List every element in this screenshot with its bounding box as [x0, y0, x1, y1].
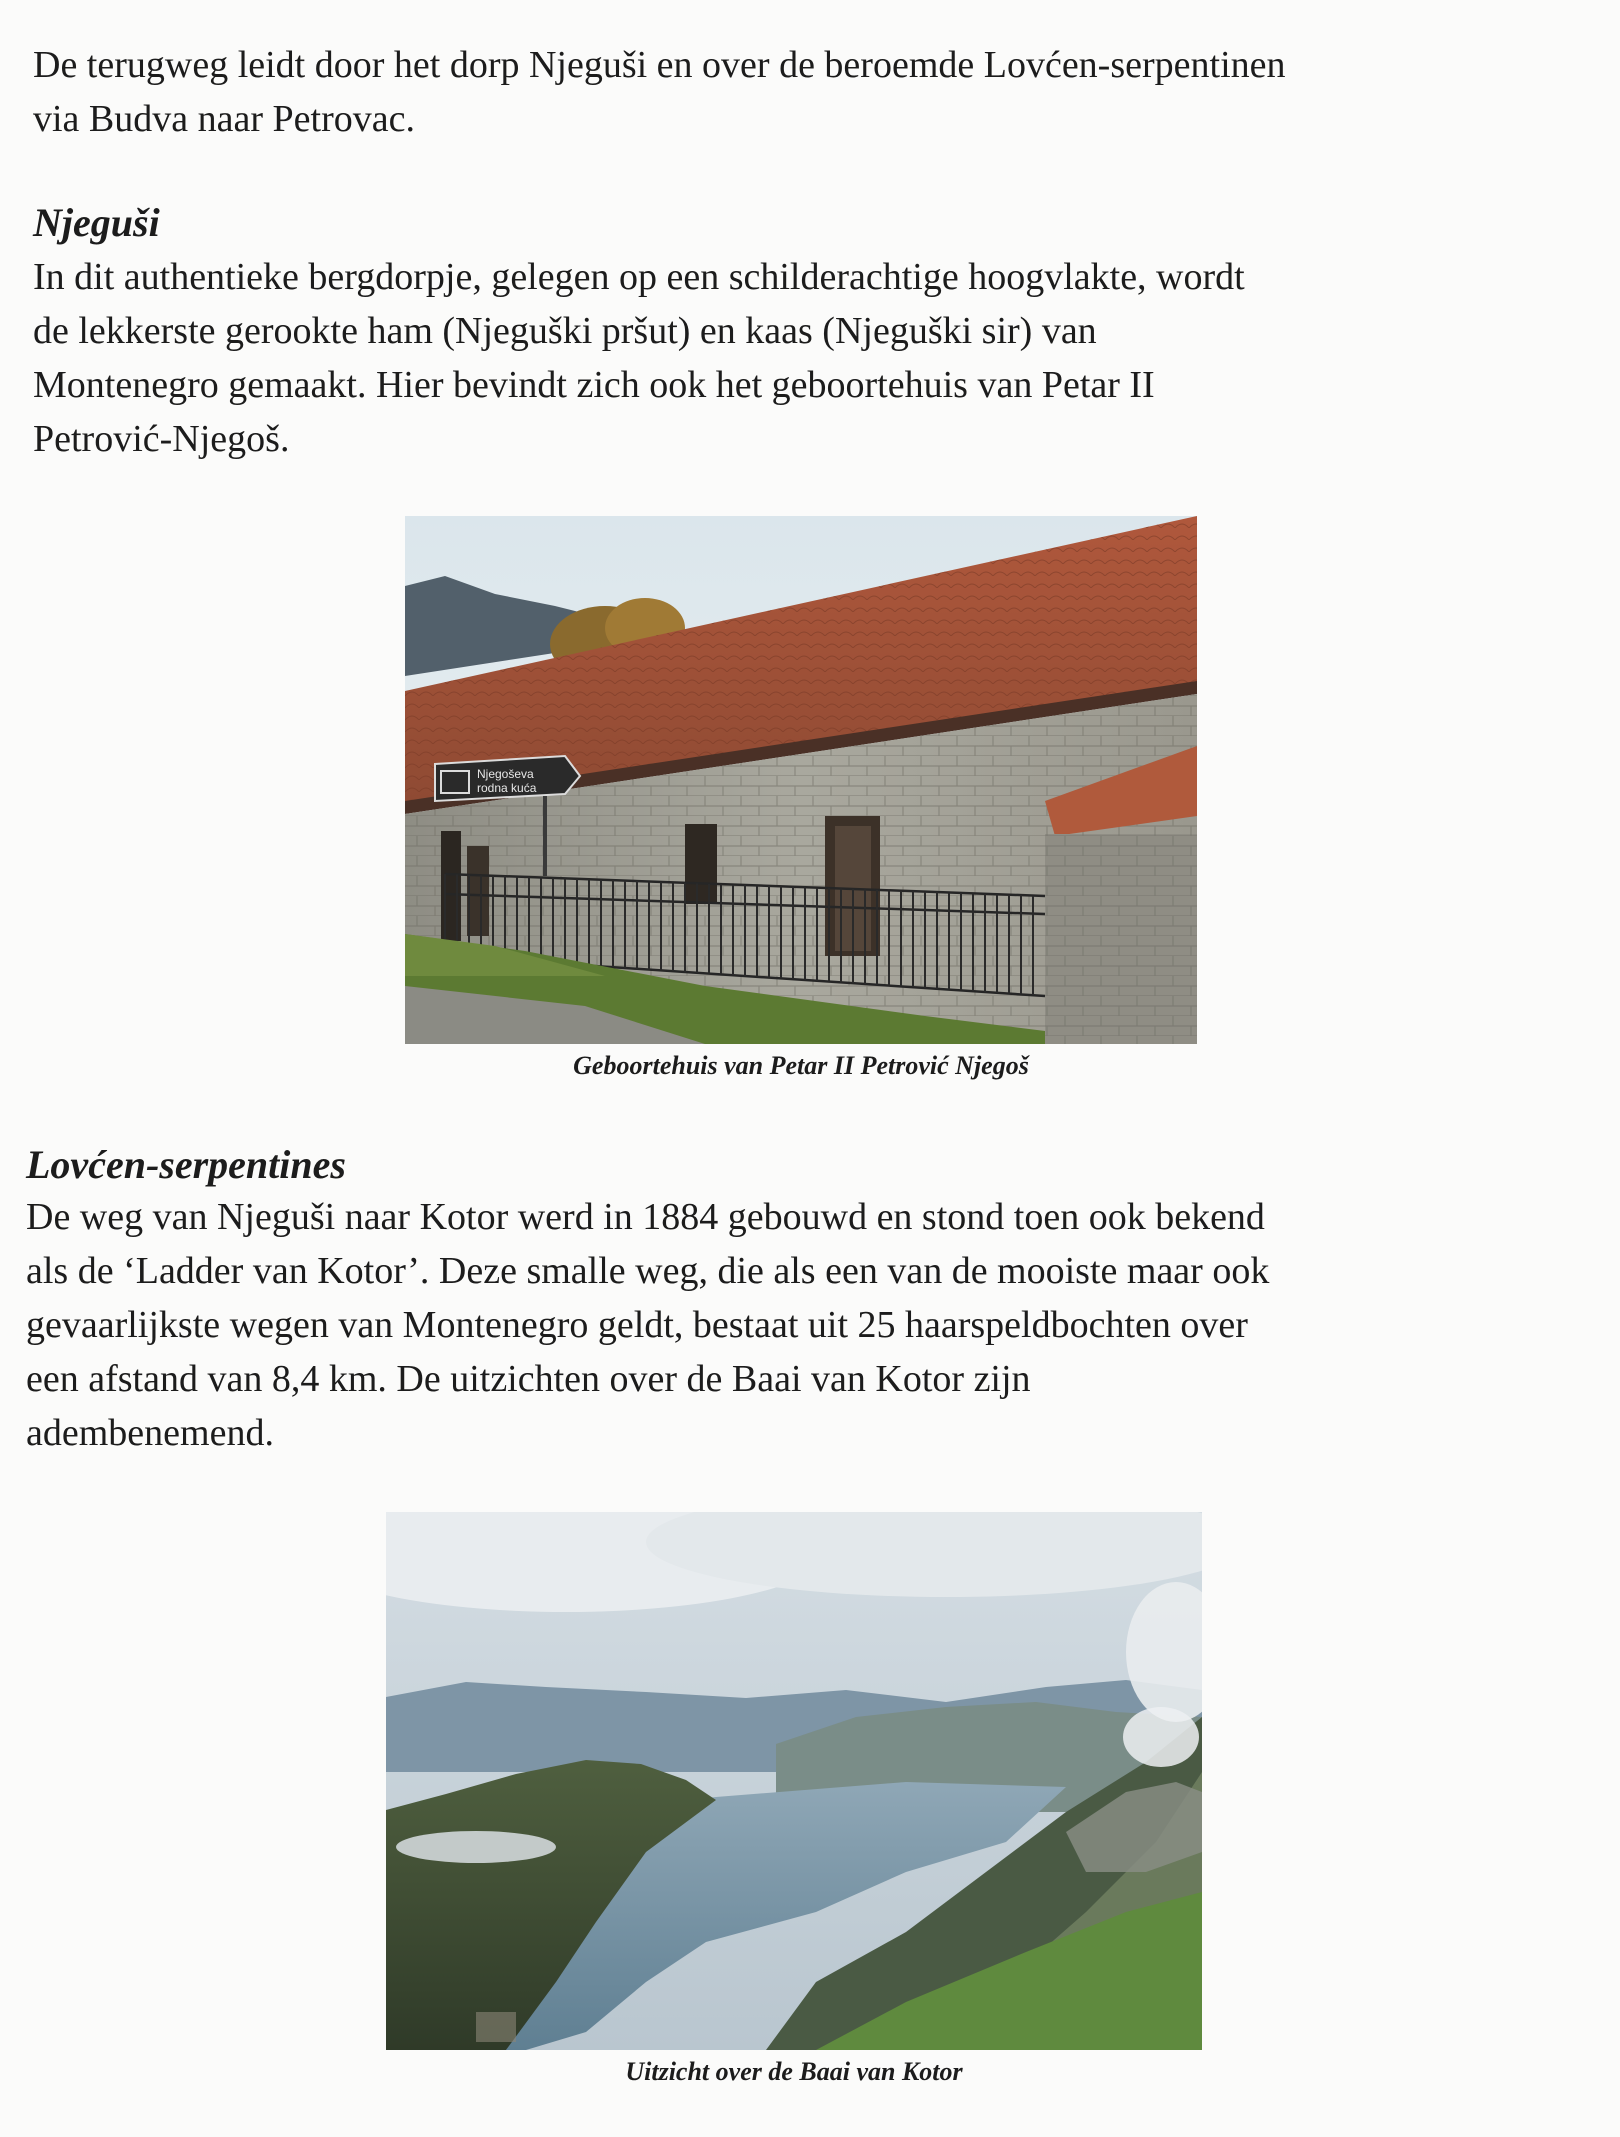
sign-line-2: rodna kuća	[477, 781, 537, 795]
njegusi-paragraph	[33, 250, 1245, 466]
section-heading-lovcen: Lovćen-serpentines	[26, 1142, 346, 1187]
lovcen-line: De weg van Njeguši naar Kotor werd in 1884 gebouwd en stond toen ook bekend	[26, 1196, 1265, 1238]
birth-house-caption: Geboortehuis van Petar II Petrović Njegoš	[573, 1051, 1029, 1080]
njegusi-line: In dit authentieke bergdorpje, gelegen op een schilderachtige hoogvlakte, wordt	[33, 256, 1245, 298]
sign-line-1: Njegoševa	[477, 767, 534, 781]
njegusi-line: Petrović-Njegoš.	[33, 418, 290, 460]
intro-line: De terugweg leidt door het dorp Njeguši en over de beroemde Lovćen-serpentinen	[33, 44, 1286, 86]
lovcen-line: gevaarlijkste wegen van Montenegro geldt, bestaat uit 25 haarspeldbochten over	[26, 1304, 1248, 1346]
intro-paragraph	[33, 38, 1286, 146]
lovcen-line: een afstand van 8,4 km. De uitzichten over de Baai van Kotor zijn	[26, 1358, 1031, 1400]
birth-house-photo	[405, 516, 1197, 1044]
bay-of-kotor-photo	[386, 1512, 1202, 2050]
lovcen-line: adembenemend.	[26, 1412, 274, 1454]
njegusi-line: Montenegro gemaakt. Hier bevindt zich ook het geboortehuis van Petar II	[33, 364, 1155, 406]
section-heading-njegusi: Njeguši	[33, 200, 160, 245]
intro-line: via Budva naar Petrovac.	[33, 98, 415, 140]
lovcen-paragraph	[26, 1190, 1269, 1460]
bay-of-kotor-caption: Uitzicht over de Baai van Kotor	[625, 2057, 963, 2086]
lovcen-line: als de ‘Ladder van Kotor’. Deze smalle weg, die als een van de mooiste maar ook	[26, 1250, 1270, 1292]
njegusi-line: de lekkerste gerookte ham (Njeguški pršut) en kaas (Njeguški sir) van	[33, 310, 1097, 352]
